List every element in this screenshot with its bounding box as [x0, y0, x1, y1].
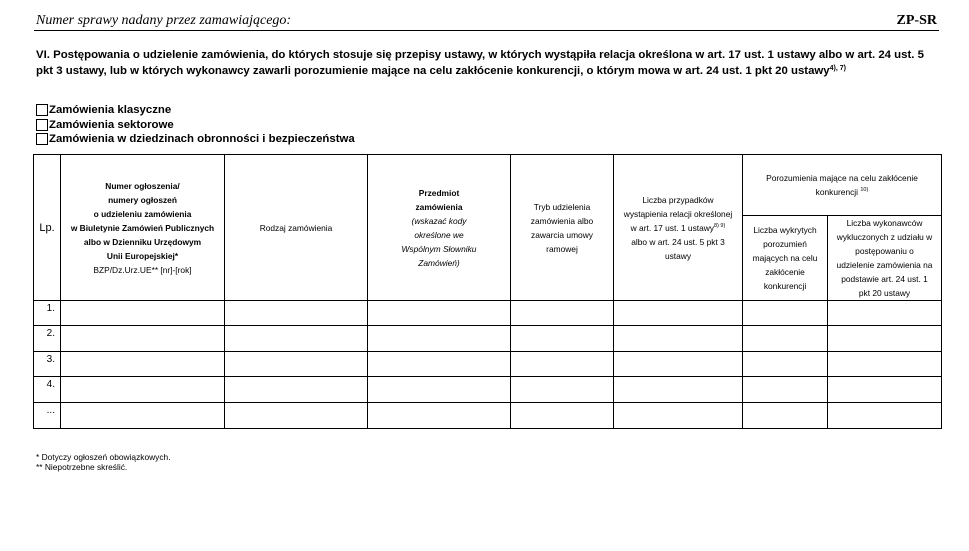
row-number: 4. [34, 377, 61, 403]
table-row [34, 352, 942, 377]
cell-notice[interactable] [61, 377, 225, 403]
cell-detected[interactable] [743, 326, 828, 352]
option-sector[interactable] [36, 118, 355, 133]
cell-cases[interactable] [614, 326, 743, 352]
table-row [34, 377, 942, 403]
page-header [34, 10, 939, 31]
cell-excluded[interactable] [828, 301, 942, 326]
table-row [34, 403, 942, 429]
cell-cases[interactable] [614, 301, 743, 326]
row-number: 1. [34, 301, 61, 326]
header-order-type: Rodzaj zamówienia [225, 155, 368, 301]
order-type-options [36, 103, 355, 147]
cell-notice[interactable] [61, 352, 225, 377]
cell-mode[interactable] [511, 377, 614, 403]
header-agreements: Porozumienia mające na celu zakłócenie konkurencji $^{10)}$ [743, 155, 942, 216]
header-subject: Przedmiot zamówienia (wskazać kody określone we Wspólnym Słowniku Zamówień) [368, 155, 511, 301]
header-procedure-mode: Tryb udzielenia zamówienia albo zawarcia umowy ramowej [511, 155, 614, 301]
cell-detected[interactable] [743, 352, 828, 377]
option-classic-label: Zamówienia klasyczne [49, 104, 172, 117]
cell-detected[interactable] [743, 301, 828, 326]
cell-excluded[interactable] [828, 403, 942, 429]
cell-mode[interactable] [511, 403, 614, 429]
cell-subject[interactable] [368, 326, 511, 352]
option-classic[interactable] [36, 103, 355, 118]
row-number: 3. [34, 352, 61, 377]
option-defence[interactable] [36, 132, 355, 147]
row-number: 2. [34, 326, 61, 352]
cell-type[interactable] [225, 352, 368, 377]
section-title [36, 47, 936, 79]
cell-notice[interactable] [61, 403, 225, 429]
cell-mode[interactable] [511, 326, 614, 352]
case-number-label: Numer sprawy nadany przez zamawiającego: [36, 13, 292, 28]
option-defence-label: Zamówienia w dziedzinach obronności i bezpieczeństwa [49, 133, 355, 146]
footnote-mandatory: * Dotyczy ogłoszeń obowiązkowych. [36, 452, 171, 462]
option-sector-label: Zamówienia sektorowe [49, 118, 174, 131]
header-lp: Lp. [34, 155, 61, 301]
header-detected-agreements: Liczba wykrytych porozumień mających na celu zakłócenie konkurencji [743, 216, 828, 301]
cell-notice[interactable] [61, 326, 225, 352]
header-relation-cases: Liczba przypadków wystąpienia relacji określonej w art. 17 ust. 1 ustawy$^{8) 9)}$ albo w art. 24 ust. 5 pkt 3 ustawy [614, 155, 743, 301]
checkbox-sector[interactable] [36, 119, 48, 131]
cell-notice[interactable] [61, 301, 225, 326]
section-title-text: VI. Postępowania o udzielenie zamówienia, do których stosuje się przepisy ustawy, w których wystąpiła relacja określona w art. 17 ust. 1 ustawy albo w art. 24 ust. 5 pkt 3 ustawy, lub w których wykonawcy zawarli porozumienie mające na celu zakłócenie konkurencji, o którym mowa w art. 24 ust. 1 pkt 20 ustawy [36, 49, 924, 77]
cell-excluded[interactable] [828, 352, 942, 377]
cell-subject[interactable] [368, 403, 511, 429]
cell-cases[interactable] [614, 403, 743, 429]
cell-detected[interactable] [743, 403, 828, 429]
table-row [34, 326, 942, 352]
checkbox-classic[interactable] [36, 104, 48, 116]
cell-type[interactable] [225, 301, 368, 326]
cell-excluded[interactable] [828, 377, 942, 403]
cell-excluded[interactable] [828, 326, 942, 352]
footnotes [36, 452, 171, 472]
footnote-strike: ** Niepotrzebne skreślić. [36, 462, 128, 472]
procedures-table [33, 154, 942, 429]
cell-type[interactable] [225, 326, 368, 352]
row-number: ... [34, 403, 61, 429]
cell-detected[interactable] [743, 377, 828, 403]
cell-subject[interactable] [368, 352, 511, 377]
cell-type[interactable] [225, 403, 368, 429]
cell-mode[interactable] [511, 352, 614, 377]
header-notice-number: Numer ogłoszenia/ numery ogłoszeń o udzieleniu zamówienia w Biuletynie Zamówień Publicznych albo w Dzienniku Urzędowym Unii Europejskiej* BZP/Dz.Urz.UE** [nr]-[rok] [61, 155, 225, 301]
checkbox-defence[interactable] [36, 133, 48, 145]
cell-subject[interactable] [368, 301, 511, 326]
section-title-footnotes: 4), 7) [829, 65, 846, 72]
cell-mode[interactable] [511, 301, 614, 326]
cell-type[interactable] [225, 377, 368, 403]
table-row [34, 301, 942, 326]
cell-subject[interactable] [368, 377, 511, 403]
form-code: ZP-SR [896, 13, 937, 28]
cell-cases[interactable] [614, 377, 743, 403]
header-excluded-contractors: Liczba wykonawców wykluczonych z udziału w postępowaniu o udzielenie zamówienia na podstawie art. 24 ust. 1 pkt 20 ustawy [828, 216, 942, 301]
cell-cases[interactable] [614, 352, 743, 377]
